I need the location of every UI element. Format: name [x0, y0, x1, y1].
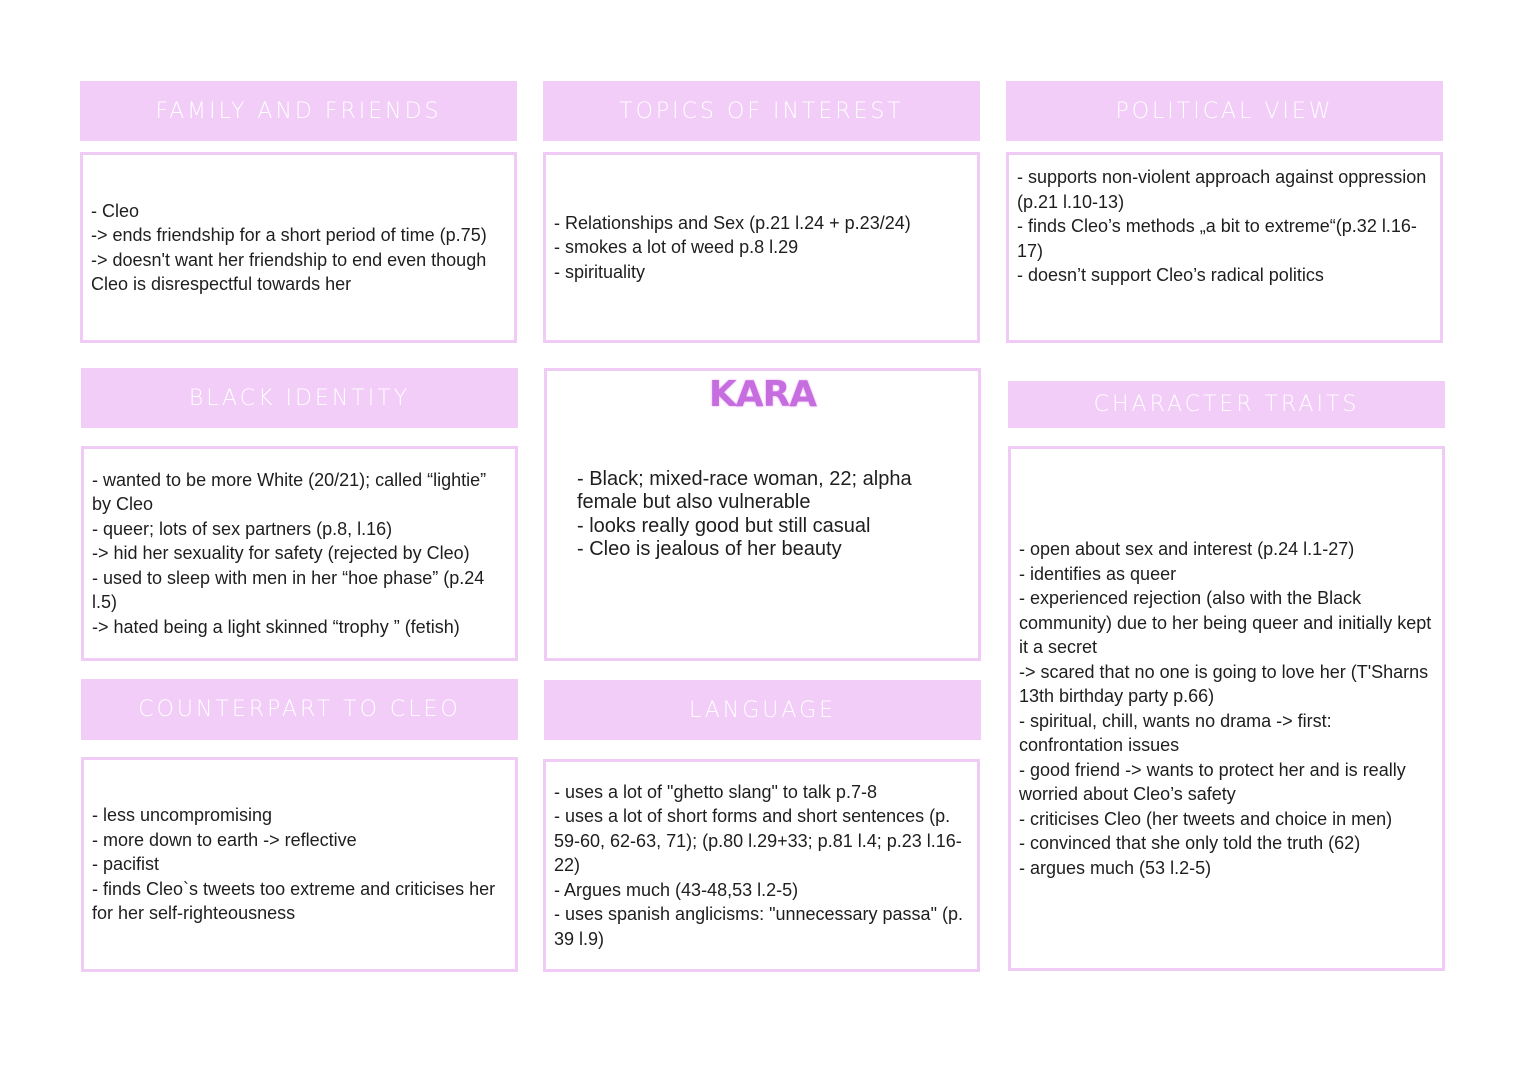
- list-item: - used to sleep with men in her “hoe phase” (p.24 l.5): [92, 567, 485, 613]
- list-item: - more down to earth -> reflective: [92, 829, 357, 850]
- list-item: - Black; mixed-race woman, 22; alpha female but also vulnerable: [577, 467, 912, 513]
- list-item: - open about sex and interest (p.24 l.1-27): [1019, 539, 1355, 559]
- list-item: - queer; lots of sex partners (p.8, l.16): [92, 518, 393, 539]
- list-item: - smokes a lot of weed p.8 l.29: [554, 237, 799, 258]
- political-box: [1006, 152, 1443, 343]
- list-item: - argues much (53 l.2-5): [1019, 857, 1212, 878]
- list-item: - pacifist: [92, 854, 160, 875]
- list-item: - Cleo: [91, 200, 140, 221]
- list-item: - Relationships and Sex (p.21 l.24 + p.23/24): [554, 212, 911, 233]
- list-item: -> hated being a light skinned “trophy ” (fetish): [92, 616, 460, 637]
- family-header: FAMILY AND FRIENDS: [80, 81, 517, 141]
- counterpart-header: COUNTERPART TO CLEO: [81, 679, 518, 740]
- topics-box: [543, 152, 980, 343]
- language-header: LANGUAGE: [544, 680, 981, 740]
- political-header: POLITICAL VIEW: [1006, 81, 1443, 141]
- list-item: - uses a lot of "ghetto slang" to talk p.7-8: [554, 781, 877, 802]
- list-item: - looks really good but still casual: [577, 514, 871, 537]
- list-item: -> hid her sexuality for safety (rejected by Cleo): [92, 543, 470, 564]
- center-list: [555, 468, 970, 562]
- list-item: - criticises Cleo (her tweets and choice in men): [1019, 808, 1393, 829]
- list-item: - Cleo is jealous of her beauty: [577, 538, 842, 560]
- list-item: - good friend -> wants to protect her and is really worried about Cleo’s safety: [1019, 759, 1406, 804]
- topics-header: TOPICS OF INTEREST: [543, 81, 980, 141]
- counterpart-box: [81, 757, 518, 972]
- list-item: - doesn’t support Cleo’s radical politics: [1017, 265, 1324, 285]
- family-box: [80, 152, 517, 343]
- list-item: -> ends friendship for a short period of time (p.75): [91, 225, 487, 245]
- list-item: - less uncompromising: [92, 805, 273, 826]
- list-item: - uses spanish anglicisms: "unnecessary passa" (p. 39 l.9): [554, 904, 963, 949]
- character-name: KARA: [708, 374, 817, 415]
- traits-box: [1008, 446, 1445, 971]
- traits-header: CHARACTER TRAITS: [1008, 381, 1445, 428]
- center-box: [544, 368, 981, 661]
- list-item: - spiritual, chill, wants no drama -> first: confrontation issues: [1019, 710, 1332, 755]
- language-box: [543, 759, 980, 972]
- list-item: - experienced rejection (also with the Black community) due to her being queer and initially kept it a secret: [1019, 588, 1432, 657]
- list-item: - finds Cleo`s tweets too extreme and criticises her for her self-righteousness: [92, 878, 496, 924]
- list-item: -> doesn't want her friendship to end even though Cleo is disrespectful towards her: [91, 249, 487, 294]
- list-item: - Argues much (43-48,53 l.2-5): [554, 879, 799, 900]
- list-item: - supports non-violent approach against oppression (p.21 l.10-13): [1017, 167, 1427, 212]
- list-item: -> scared that no one is going to love her (T'Sharns 13th birthday party p.66): [1019, 661, 1429, 706]
- list-item: - finds Cleo’s methods „a bit to extreme“(p.32 l.16-17): [1017, 216, 1417, 261]
- list-item: - spirituality: [554, 261, 646, 282]
- list-item: - wanted to be more White (20/21); called “lightie” by Cleo: [92, 469, 487, 515]
- black-identity-header: BLACK IDENTITY: [81, 368, 518, 428]
- list-item: - identifies as queer: [1019, 563, 1177, 584]
- black-identity-box: [81, 446, 518, 661]
- list-item: - convinced that she only told the truth (62): [1019, 833, 1361, 853]
- list-item: - uses a lot of short forms and short sentences (p. 59-60, 62-63, 71); (p.80 l.29+33; p.81 l.4; p.23 l.16-22): [554, 806, 962, 876]
